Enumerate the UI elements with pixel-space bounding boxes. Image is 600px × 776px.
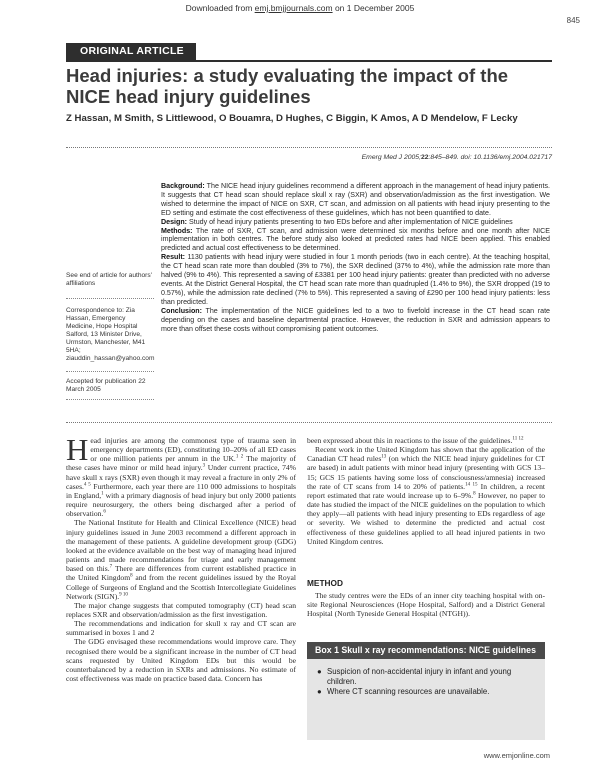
abstract-divider: [66, 422, 552, 423]
body-paragraph: been expressed about this in reactions to the issue of the guidelines.$^{11 12}$: [307, 436, 524, 445]
body-paragraph: The recommendations and indication for skull x ray and CT scan are summarised in boxes 1 and 2: [66, 619, 296, 638]
correspondence-note: Correspondence to: Zia Hassan, Emergency Medicine, Hope Hospital Salford, 13 Minister Drive, Urmston, Manchester, M41 5HA; ziauddin_hassan@yahoo.com: [66, 307, 155, 362]
box-1: [307, 642, 545, 740]
body-paragraph: The National Institute for Health and Clinical Excellence (NICE) head injury guidelines issued in June 2003 recommend a different approach in the management of these patients. A guideline development group (GDG) looked at the evidence available on the best way of managing head injured patients and made recommendations for triage and early management based on this.$^7$ There are differences from current established practice in the United Kingdom$^8$ and from the recent guidelines issued by the Royal College of Surgeons of England and the Scottish Intercollegiate Guidelines Network (SIGN).$^{9 10}$: [66, 518, 296, 601]
method-heading: METHOD: [307, 578, 343, 588]
list-item: ● Suspicion of non-accidental injury in infant and young children.: [317, 667, 512, 686]
download-header: Downloaded from emj.bmjjournals.com on 1 December 2005: [185, 3, 415, 13]
affiliations-note: See end of article for authors' affiliations: [66, 272, 152, 287]
sidebar-divider: [66, 298, 154, 299]
abstract-result: Result: 1130 patients with head injury were studied in four 1 month periods (two in each centre). At the teaching hospital, the CT head scan rate more than doubled (3% to 7%), the SXR declined (37% to 4%), while the admission rate more than halved (9% to 4%). This represented a saving of £3381 per 100 head injury patients: greater than predicted with no adverse events. At the District General Hospital, the CT head scan rate more than quadrupled (1.4% to 9%), the SXR dropped (19 to 0.57%), while the admission rate declined (7% to 5%). This represented a saving of £290 per 100 head injury patients: less than predicted.: [161, 253, 550, 306]
box-1-list: [307, 659, 545, 697]
body-paragraph: The GDG envisaged these recommendations would improve care. They recognised there would be a significant increase in the number of CT head scans requested by United Kingdom EDs but this would be counterbalanced by a reduction in SXRs and admissions. No estimate of cost effectiveness was made on practice based data. Concern has: [66, 637, 296, 684]
body-paragraph: Recent work in the United Kingdom has shown that the application of the Canadian CT head rules$^{13}$ (on which the NICE head injury guidelines for CT are based) in adult patients with minor head injury (presenting with GCS 13–15; GCS 15 patients having some loss of consciousness/amnesia) increased the rate of CT scans from 14 to 20% of patients.$^{14 15}$ In children, a recent report estimated that rate would increase up to 6–9%.$^8$ However, no paper to date has studied the impact of the NICE guidelines on the population to which they apply—all patients with head injury presenting to EDs regardless of age or severity. We wished to determine the predicted and actual cost effectiveness of these guidelines applied to all head injured patients in two United Kingdom centres.: [307, 445, 546, 546]
abstract-conclusion: Conclusion: The implementation of the NICE guidelines led to a two to fivefold increase in the CT head scan rate depending on the cases and baseline departmental practice. However, the reduction in SXR and admission appears to more than offset these costs without compromising patient outcomes.: [161, 306, 550, 333]
box-1-title: Box 1 Skull x ray recommendations: NICE guidelines: [307, 642, 545, 659]
author-list: Z Hassan, M Smith, S Littlewood, O Bouamra, D Hughes, C Biggin, K Amos, A D Mendelow, F Lecky: [66, 113, 518, 124]
abstract-methods: Methods: The rate of SXR, CT scan, and admission were determined six months before and one month after NICE implementation in both centres. The before study also looked at predicted rates had NICE been applied. This enabled predicted and actual cost effectiveness to be determined.: [161, 226, 550, 253]
drop-cap: H: [66, 432, 89, 467]
footer-url: www.emjonline.com: [483, 751, 550, 760]
method-text: [307, 591, 545, 618]
body-column-right: [307, 436, 545, 546]
accepted-date: Accepted for publication 22 March 2005: [66, 378, 146, 393]
citation-line: Emerg Med J 2005;22:845–849. doi: 10.1136/emj.2004.021717: [361, 154, 552, 161]
body-paragraph: The major change suggests that computed tomography (CT) head scan replaces SXR and observation/admission as the first investigation.: [66, 600, 296, 619]
section-rule: [66, 60, 552, 62]
page-number: 845: [566, 16, 580, 25]
sidebar-divider: [66, 399, 154, 400]
body-column-left: [66, 432, 297, 684]
intro-paragraph: Head injuries are among the commonest type of trauma seen in emergency departments (ED), constituting 10–20% of all ED cases or one million patients per annum in the UK.$^{1 2}$ The majority of these cases have minor or mild head injury.$^3$ Under current practice, 74% have skull x rays (SXR) even though it may reveal a fracture in only 2% of cases.$^{4 5}$ Furthermore, each year there are 110 000 admissions to hospitals in England,$^1$ with a primary diagnosis of head injury but only 2000 patients require neurosurgery, the others being discharged after a period of observation.$^6$: [66, 432, 297, 519]
sidebar-divider: [66, 371, 154, 372]
authors-divider: [66, 147, 552, 148]
abstract-design: Design: Study of head injury patients presenting to two EDs before and after implementation of NICE guidelines: [161, 217, 513, 226]
section-tag: ORIGINAL ARTICLE: [66, 43, 196, 60]
abstract: [161, 182, 550, 333]
body-paragraph: The study centres were the EDs of an inner city teaching hospital with on-site Regional Neurosciences (Hope Hospital, Salford) and a District General Hospital (North Tyneside General Hospital (NTGH)).: [307, 591, 545, 619]
list-item: ● Where CT scanning resources are unavailable.: [317, 687, 490, 696]
site-link[interactable]: emj.bmjjournals.com: [254, 3, 333, 13]
bullet-icon: ●: [317, 667, 322, 676]
abstract-background: Background: The NICE head injury guidelines recommend a different approach in the management of head injury patients. It suggests that CT head scan should replace skull x ray (SXR) and observation/admission as the first investigation. We wished to determine the impact of NICE on SXR, CT scan, and admission on all patients with head injury presenting to the ED setting and estimate the cost effectiveness of these guidelines, which has not been quantified to date.: [161, 182, 550, 217]
bullet-icon: ●: [317, 687, 322, 696]
article-title: Head injuries: a study evaluating the impact of the NICE head injury guidelines: [66, 65, 509, 107]
